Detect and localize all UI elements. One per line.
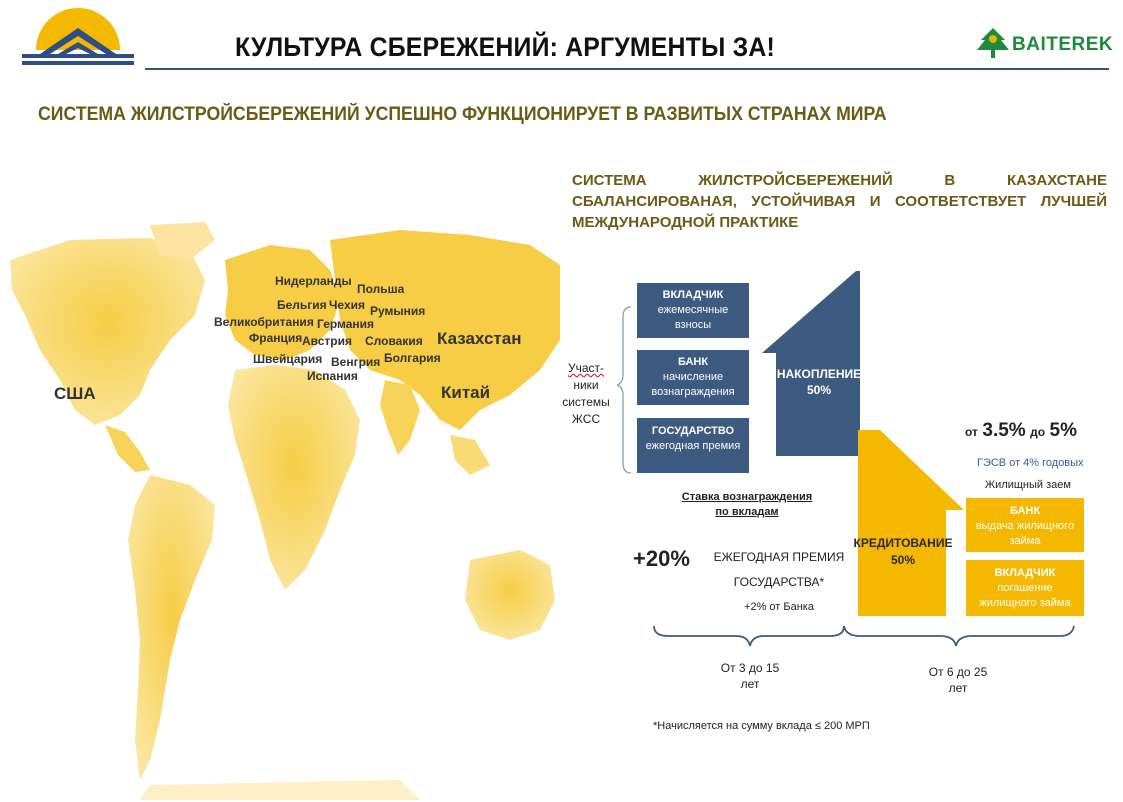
participants-label-line: системы — [562, 395, 610, 409]
country-label-france: Франция — [249, 331, 303, 345]
participants-label-line: ники — [573, 378, 599, 392]
country-label-czech: Чехия — [329, 298, 365, 312]
loan-box-text: погашение — [997, 582, 1053, 594]
gesv-text: ГЭСВ от 4% годовых — [977, 457, 1084, 469]
deposit-rate-heading — [672, 490, 822, 520]
deposit-rate-heading-line: по вкладам — [715, 506, 779, 518]
loan-box-text: займа — [1009, 535, 1041, 547]
loan-label: Жилищный заем — [985, 479, 1071, 491]
participant-box-title: ВКЛАДЧИК — [662, 289, 724, 301]
section-subtitle: СИСТЕМА ЖИЛСТРОЙСБЕРЕЖЕНИЙ УСПЕШНО ФУНКЦИОНИРУЕТ В РАЗВИТЫХ СТРАНАХ МИРА — [38, 104, 887, 125]
crediting-label — [852, 535, 954, 569]
participant-box-depositor — [637, 283, 749, 338]
central-america-shape — [105, 425, 150, 472]
country-label-bulgaria: Болгария — [384, 351, 441, 365]
country-label-switzerland: Швейцария — [253, 352, 323, 366]
footnote: *Начисляется на сумму вклада ≤ 200 МРП — [653, 720, 870, 732]
participants-label-line: Участ- — [567, 361, 605, 375]
country-label-kazakhstan: Казахстан — [437, 329, 522, 348]
brand-name: BAITEREK — [1012, 34, 1114, 55]
term-braces — [650, 622, 1078, 662]
loan-box-title: БАНК — [1009, 505, 1041, 517]
country-label-uk: Великобритания — [214, 315, 314, 329]
participant-box-text: ежегодная премия — [645, 440, 741, 452]
rate-from-value: 3.5% — [982, 420, 1026, 441]
rate-prefix-from: от — [965, 425, 978, 439]
accumulation-title: НАКОПЛЕНИЕ — [776, 367, 862, 381]
participant-box-state — [637, 418, 749, 473]
saving-term-line: От 3 до 15 — [720, 661, 780, 675]
country-label-belgium: Бельгия — [277, 298, 327, 312]
participants-bracket — [617, 305, 633, 475]
loan-rate — [965, 420, 1077, 442]
africa-shape — [228, 365, 360, 590]
participant-box-title: БАНК — [677, 356, 709, 368]
bonus-percent: +20% — [633, 546, 690, 571]
accumulation-label — [776, 366, 862, 398]
loan-box-title: ВКЛАДЧИК — [994, 567, 1056, 579]
saving-term-line: лет — [740, 677, 760, 691]
country-label-usa: США — [54, 384, 96, 403]
state-premium-line: ГОСУДАРСТВА* — [733, 575, 825, 589]
participants-label — [556, 360, 616, 428]
participant-box-text: начисление — [662, 371, 724, 383]
loan-term-line: лет — [948, 681, 968, 695]
loan-box-text: жилищного займа — [979, 597, 1071, 609]
southeast-asia-shape — [450, 435, 490, 475]
loan-box-depositor — [966, 560, 1084, 616]
country-label-germany: Германия — [317, 317, 375, 331]
antarctica-shape — [140, 780, 420, 800]
participant-box-text: вознаграждения — [651, 386, 735, 398]
crediting-shape — [858, 430, 964, 616]
rate-to-value: 5% — [1049, 420, 1078, 441]
participant-box-bank — [637, 350, 749, 405]
north-america-shape — [10, 238, 205, 425]
australia-shape — [465, 550, 555, 640]
accumulation-shape — [762, 271, 862, 456]
title-divider — [145, 68, 1109, 70]
country-label-slovakia: Словакия — [365, 334, 423, 348]
participant-box-text: взносы — [674, 319, 712, 331]
loan-box-bank — [966, 498, 1084, 552]
participant-box-text: ежемесячные — [657, 304, 729, 316]
bank-bonus: +2% от Банка — [744, 601, 814, 613]
country-label-spain: Испания — [307, 369, 358, 383]
loan-term — [918, 664, 998, 696]
india-shape — [380, 380, 420, 455]
country-label-china: Китай — [441, 383, 491, 402]
loan-term-line: От 6 до 25 — [928, 665, 988, 679]
loan-box-text: выдача жилищного — [975, 520, 1075, 532]
crediting-title: КРЕДИТОВАНИЕ — [853, 536, 953, 550]
country-label-poland: Польша — [357, 282, 405, 296]
kazakhstan-statement: СИСТЕМА ЖИЛСТРОЙСБЕРЕЖЕНИЙ В КАЗАХСТАНЕ СБАЛАНСИРОВАНАЯ, УСТОЙЧИВАЯ И СООТВЕТСТВУЕТ ЛУЧШЕЙ МЕЖДУНАРОДНОЙ ПРАКТИКЕ — [572, 172, 1107, 231]
page-title: КУЛЬТУРА СБЕРЕЖЕНИЙ: АРГУМЕНТЫ ЗА! — [235, 32, 775, 62]
country-label-netherlands: Нидерланды — [275, 274, 352, 288]
participant-box-title: ГОСУДАРСТВО — [651, 425, 735, 437]
participants-label-line: ЖСС — [571, 412, 601, 426]
crediting-percent: 50% — [890, 553, 916, 567]
accumulation-percent: 50% — [806, 383, 832, 397]
country-label-romania: Румыния — [370, 304, 426, 318]
saving-term — [710, 660, 790, 692]
south-america-shape — [128, 475, 215, 780]
state-premium-line: ЕЖЕГОДНАЯ ПРЕМИЯ — [713, 550, 845, 564]
state-premium — [709, 548, 849, 616]
rate-prefix-to: до — [1030, 425, 1046, 439]
country-label-hungary: Венгрия — [331, 355, 381, 369]
country-label-austria: Австрия — [302, 334, 353, 348]
deposit-rate-heading-line: Ставка вознаграждения — [681, 491, 813, 503]
baiterek-tree-icon — [975, 26, 1011, 60]
